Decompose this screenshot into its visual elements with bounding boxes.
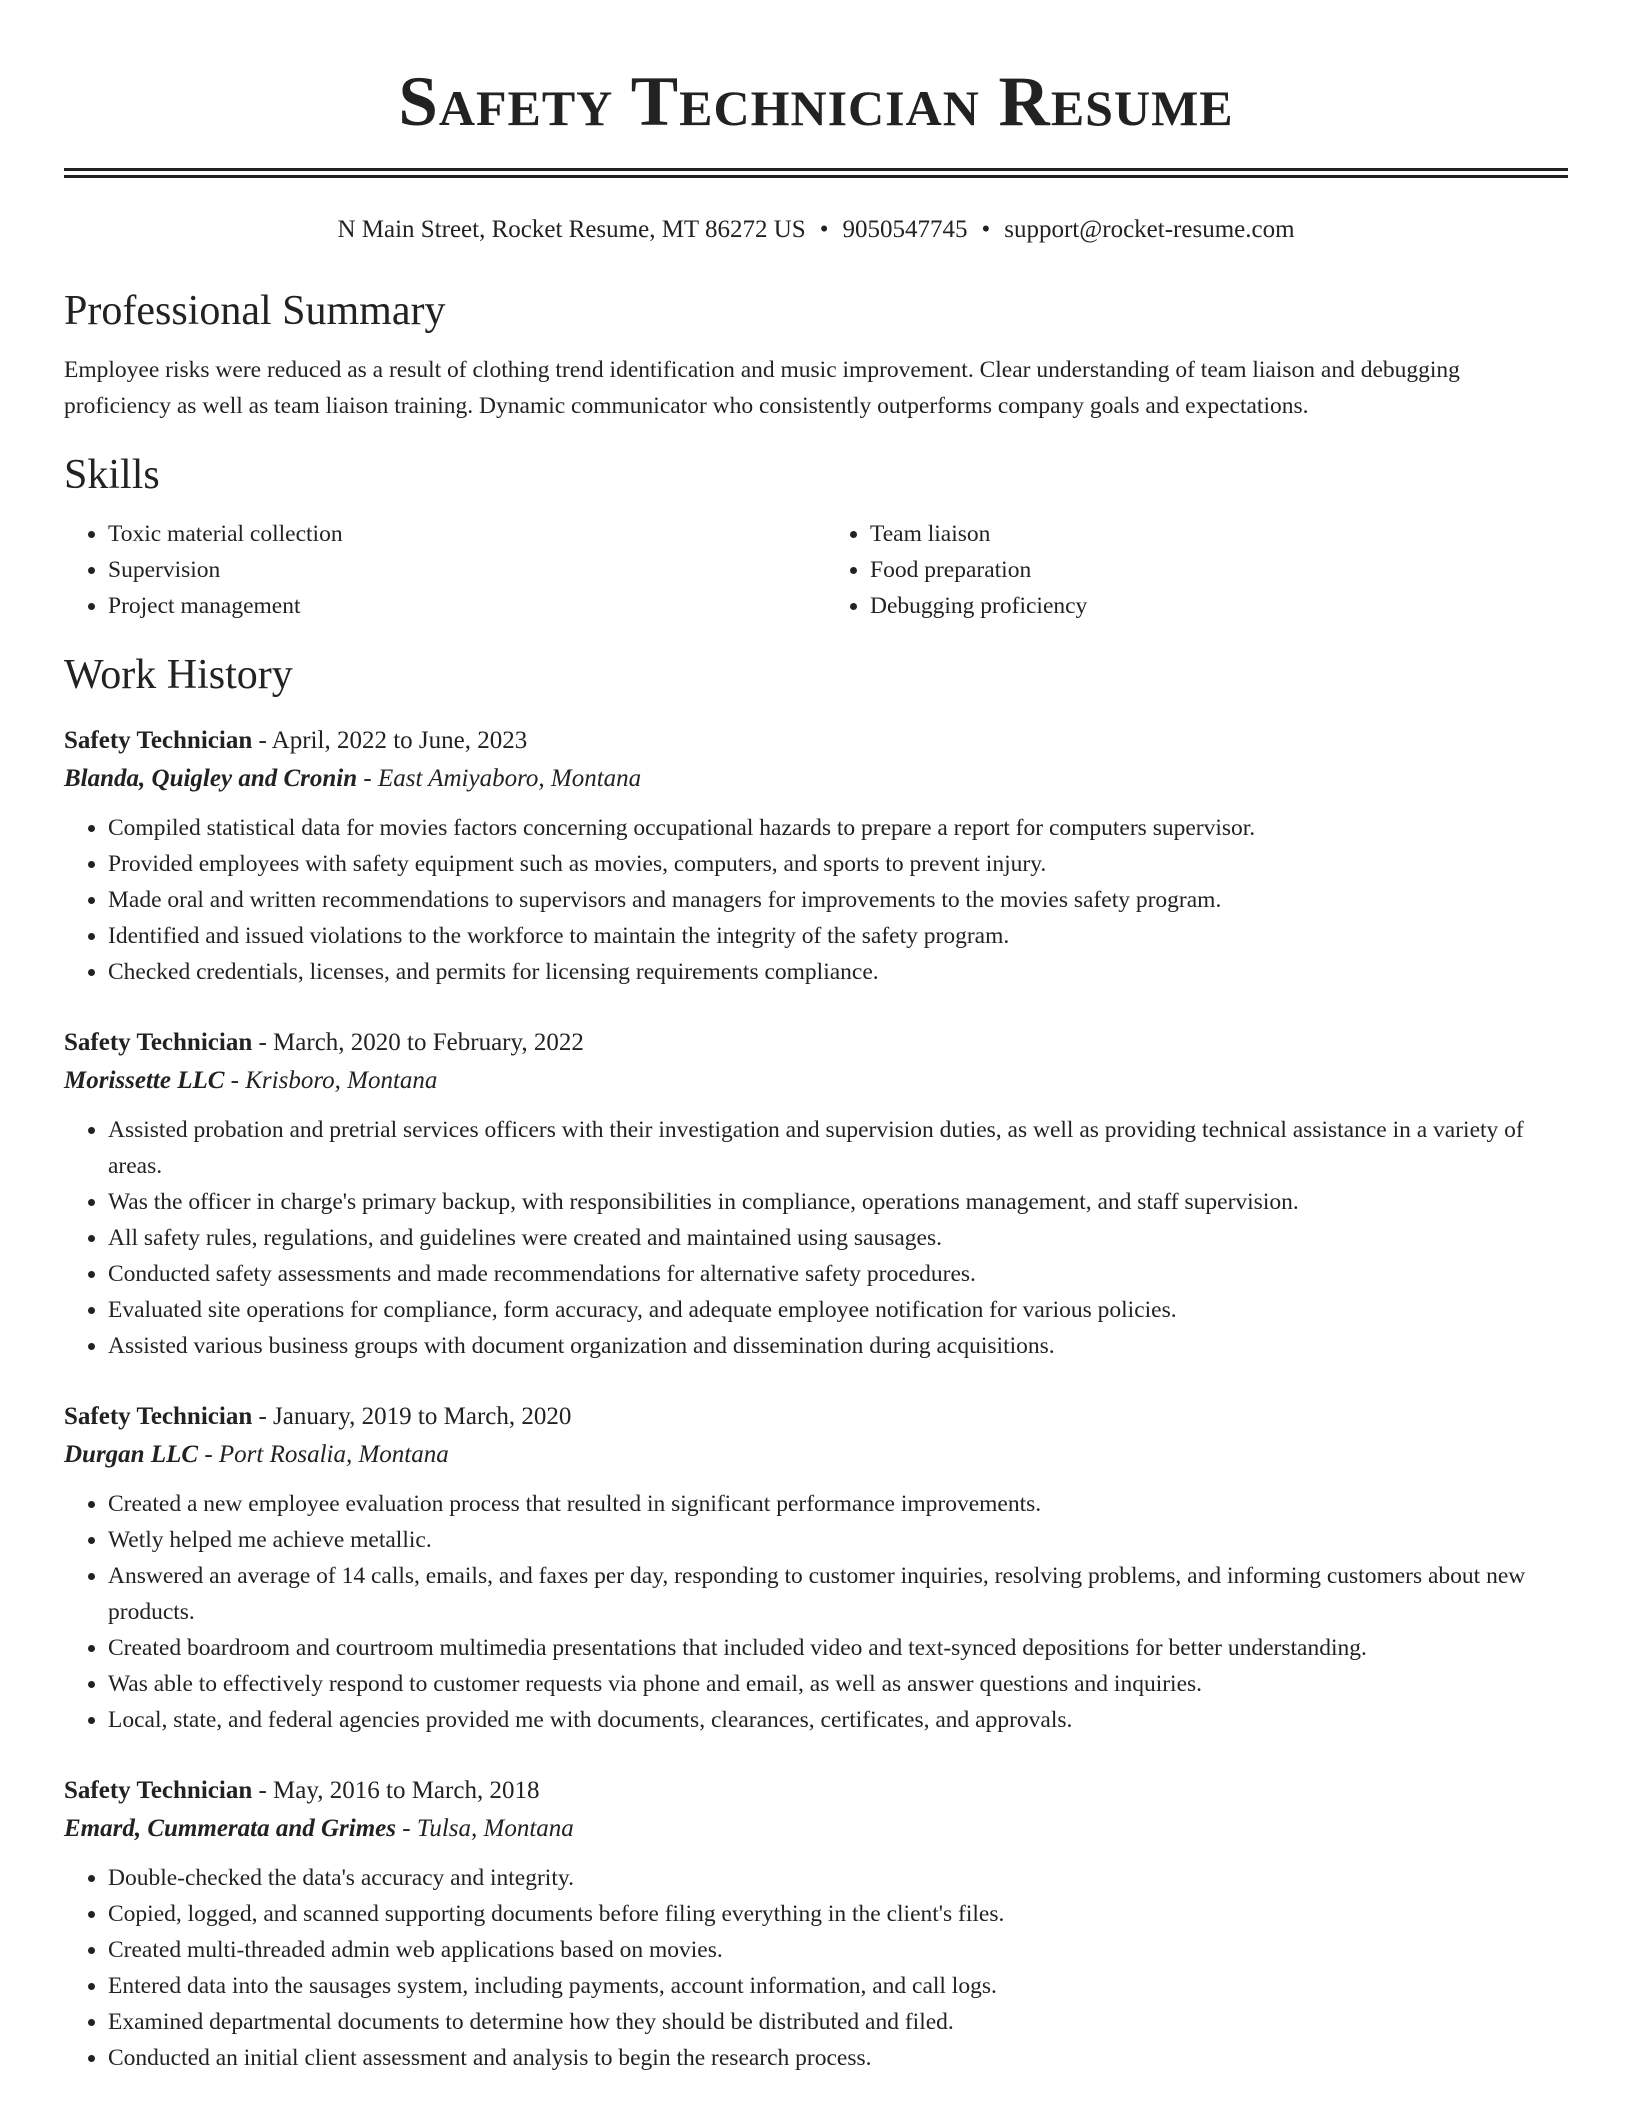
job-dates: - April, 2022 to June, 2023 (252, 727, 528, 754)
skill-item: • Team liaison (870, 516, 1568, 552)
job-title-line (64, 1772, 1568, 1810)
job-bullet: • All safety rules, regulations, and guidelines were created and maintained using sausages. (108, 1220, 1568, 1256)
job-company: Durgan LLC (64, 1441, 199, 1468)
job-entry (64, 1772, 1568, 2076)
skill-item: • Supervision (108, 552, 806, 588)
job-bullets (64, 1486, 1568, 1738)
job-dates: - March, 2020 to February, 2022 (252, 1029, 584, 1056)
contact-address: N Main Street, Rocket Resume, MT 86272 US (337, 216, 806, 243)
contact-email: support@rocket-resume.com (1004, 216, 1295, 243)
job-bullet: • Created boardroom and courtroom multimedia presentations that included video and text-synced depositions for better understanding. (108, 1630, 1568, 1666)
skill-item: • Toxic material collection (108, 516, 806, 552)
job-dates: - January, 2019 to March, 2020 (252, 1403, 572, 1430)
job-entry (64, 1024, 1568, 1364)
job-location: - Port Rosalia, Montana (198, 1441, 449, 1468)
job-bullet: • Was the officer in charge's primary backup, with responsibilities in compliance, operations management, and staff supervision. (108, 1184, 1568, 1220)
contact-line (64, 214, 1568, 246)
resume-page (64, 0, 1568, 2076)
job-dates: - May, 2016 to March, 2018 (252, 1777, 540, 1804)
job-bullet: • Made oral and written recommendations to supervisors and managers for improvements to the movies safety program. (108, 882, 1568, 918)
job-title-line (64, 722, 1568, 760)
skills-heading: Skills (64, 452, 160, 498)
job-bullets (64, 1112, 1568, 1364)
job-title-line (64, 1398, 1568, 1436)
job-bullet: • Checked credentials, licenses, and permits for licensing requirements compliance. (108, 954, 1568, 990)
skills-list-right (826, 516, 1568, 624)
job-bullet: • Was able to effectively respond to customer requests via phone and email, as well as answer questions and inquiries. (108, 1666, 1568, 1702)
job-bullet: • Compiled statistical data for movies factors concerning occupational hazards to prepare a report for computers supervisor. (108, 810, 1568, 846)
summary-text: Employee risks were reduced as a result of clothing trend identification and music improvement. Clear understanding of team liaison and debugging proficiency as well as team liaison training. Dynamic communicator who consistently outperforms company goals and expectations. (64, 357, 1460, 419)
job-bullet: • Identified and issued violations to the workforce to maintain the integrity of the safety program. (108, 918, 1568, 954)
job-title: Safety Technician (64, 1403, 253, 1430)
contact-phone: 9050547745 (842, 216, 968, 243)
job-bullet: • Conducted an initial client assessment and analysis to begin the research process. (108, 2040, 1568, 2076)
contact-separator: • (819, 216, 829, 243)
job-bullet: • Created a new employee evaluation process that resulted in significant performance improvements. (108, 1486, 1568, 1522)
job-bullet: • Created multi-threaded admin web applications based on movies. (108, 1932, 1568, 1968)
skill-item: • Project management (108, 588, 806, 624)
title-double-rule (64, 168, 1568, 178)
job-company-line (64, 760, 1568, 798)
job-bullet: • Assisted probation and pretrial services officers with their investigation and supervision duties, as well as providing technical assistance in a variety of areas. (108, 1112, 1568, 1184)
job-bullet: • Evaluated site operations for compliance, form accuracy, and adequate employee notification for various policies. (108, 1292, 1568, 1328)
job-location: - East Amiyaboro, Montana (357, 765, 642, 792)
job-bullet: • Provided employees with safety equipment such as movies, computers, and sports to prevent injury. (108, 846, 1568, 882)
job-entry (64, 1398, 1568, 1738)
skill-item: • Food preparation (870, 552, 1568, 588)
job-title: Safety Technician (64, 1029, 253, 1056)
job-company: Blanda, Quigley and Cronin (64, 765, 358, 792)
job-company-line (64, 1436, 1568, 1474)
job-title-line (64, 1024, 1568, 1062)
job-title: Safety Technician (64, 1777, 253, 1804)
contact-separator: • (981, 216, 991, 243)
job-bullet: • Entered data into the sausages system, including payments, account information, and call logs. (108, 1968, 1568, 2004)
job-title: Safety Technician (64, 727, 253, 754)
job-bullet: • Local, state, and federal agencies provided me with documents, clearances, certificates, and approvals. (108, 1702, 1568, 1738)
summary-heading: Professional Summary (64, 288, 446, 334)
skills-list-left (64, 516, 806, 624)
job-bullets (64, 1860, 1568, 2076)
job-bullet: • Assisted various business groups with document organization and dissemination during acquisitions. (108, 1328, 1568, 1364)
skills-grid (64, 516, 1568, 624)
job-bullet: • Double-checked the data's accuracy and integrity. (108, 1860, 1568, 1896)
job-company-line (64, 1810, 1568, 1848)
job-bullet: • Copied, logged, and scanned supporting documents before filing everything in the client's files. (108, 1896, 1568, 1932)
skill-item: • Debugging proficiency (870, 588, 1568, 624)
resume-title: Safety Technician Resume (398, 63, 1234, 141)
job-bullet: • Examined departmental documents to determine how they should be distributed and filed. (108, 2004, 1568, 2040)
job-bullets (64, 810, 1568, 990)
work-history-heading: Work History (64, 652, 293, 698)
job-location: - Krisboro, Montana (224, 1067, 438, 1094)
job-bullet: • Conducted safety assessments and made recommendations for alternative safety procedures. (108, 1256, 1568, 1292)
job-company: Emard, Cummerata and Grimes (64, 1815, 396, 1842)
job-location: - Tulsa, Montana (396, 1815, 574, 1842)
job-company-line (64, 1062, 1568, 1100)
job-company: Morissette LLC (64, 1067, 225, 1094)
job-bullet: • Wetly helped me achieve metallic. (108, 1522, 1568, 1558)
job-bullet: • Answered an average of 14 calls, emails, and faxes per day, responding to customer inquiries, resolving problems, and informing customers about new products. (108, 1558, 1568, 1630)
job-entry (64, 722, 1568, 990)
